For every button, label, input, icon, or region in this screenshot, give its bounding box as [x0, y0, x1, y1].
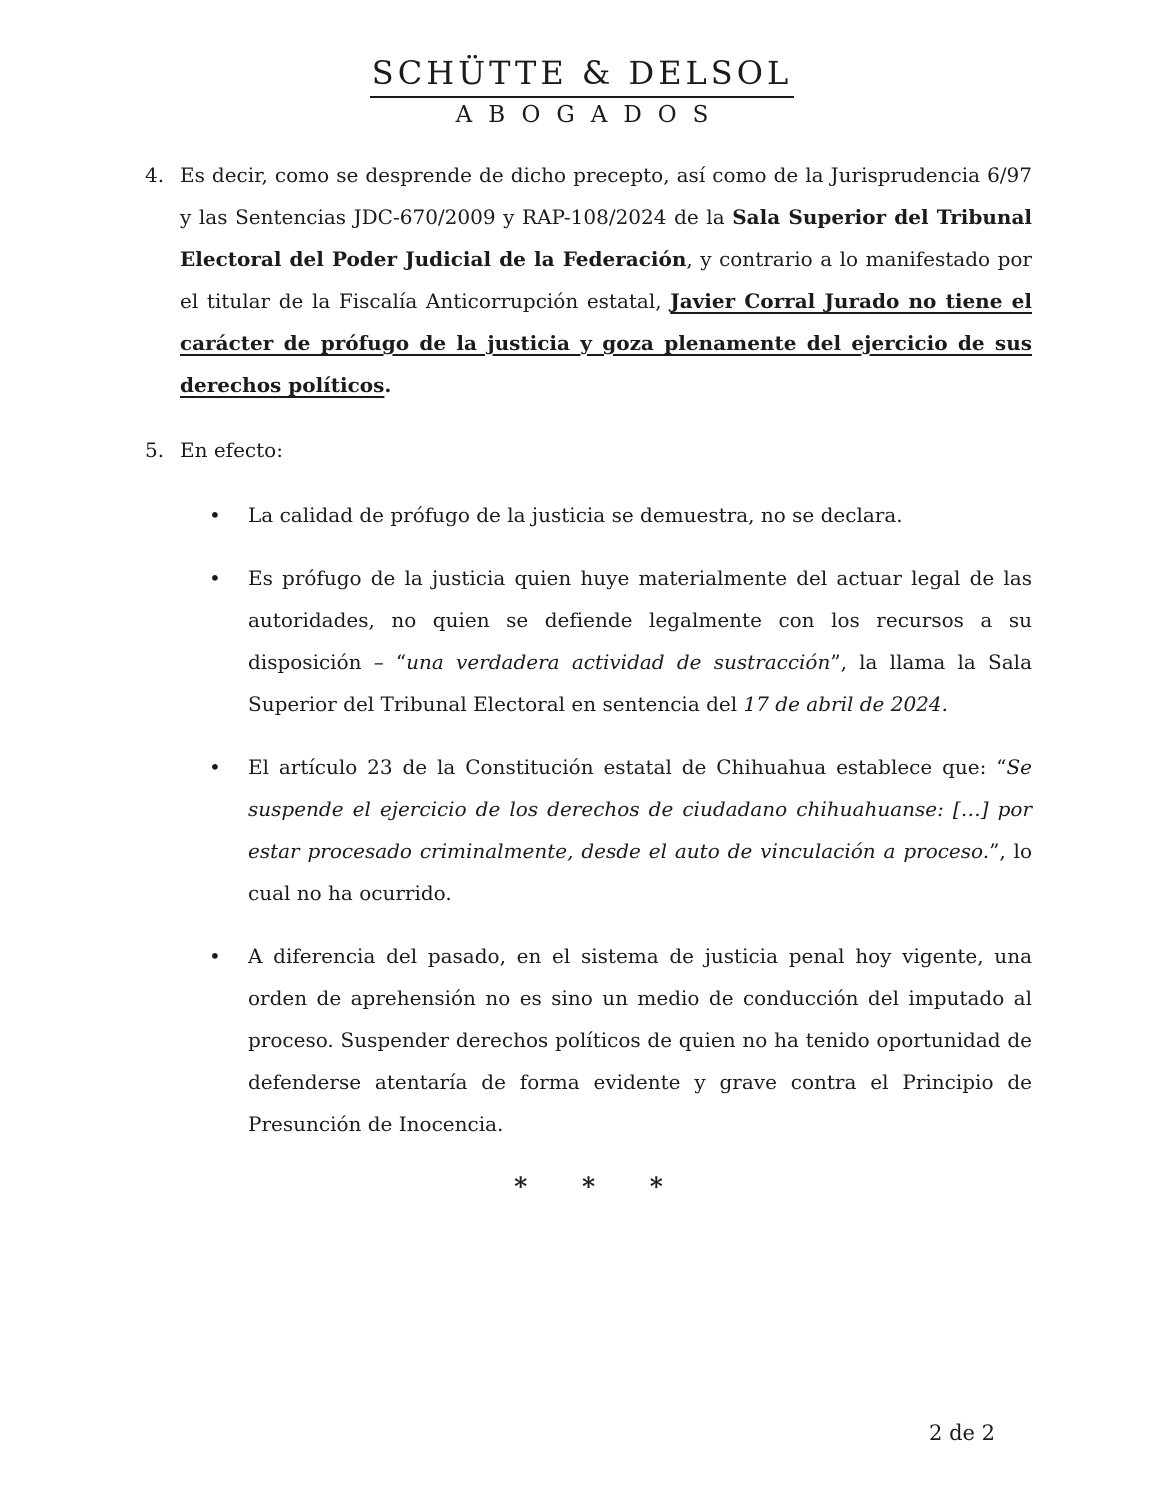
paragraph-text: Es prófugo de la justicia quien huye materialmente del actuar legal de las autoridades, no quien se defiende legalmente con los recursos a su disposición – “una verdadera actividad de sustracción”, la llama la Sala Superior del Tribunal Electoral en sentencia del 17 de abril de 2024.	[248, 565, 1032, 716]
section-separator: * * *	[514, 1171, 663, 1201]
bullet-item	[145, 494, 1032, 536]
item-number: 5.	[145, 437, 165, 462]
numbered-item	[145, 154, 1032, 406]
item-number: 4.	[145, 162, 165, 187]
firm-name: SCHÜTTE & DELSOL	[371, 54, 793, 92]
paragraph-text: El artículo 23 de la Constitución estatal de Chihuahua establece que: “Se suspende el ejercicio de los derechos de ciudadano chihuahuanse: […] por estar procesado criminalmente, desde el auto de vinculación a proceso.”, lo cual no ha ocurrido.	[248, 754, 1032, 905]
paragraph-text: En efecto:	[180, 437, 283, 462]
bullet-item	[145, 746, 1032, 914]
paragraph-text: Es decir, como se desprende de dicho precepto, así como de la Jurisprudencia 6/97 y las Sentencias JDC-670/2009 y RAP-108/2024 de la Sala Superior del Tribunal Electoral del Poder Judicial de la Federación, y contrario a lo manifestado por el titular de la Fiscalía Anticorrupción estatal, Javier Corral Jurado no tiene el carácter de prófugo de la justicia y goza plenamente del ejercicio de sus derechos políticos.	[180, 162, 1032, 397]
document-body	[145, 154, 1032, 1208]
firm-subtitle: ABOGADOS	[455, 102, 725, 129]
bullet-item	[145, 557, 1032, 725]
bullet-marker: •	[209, 502, 221, 527]
firm-name-underline	[370, 56, 794, 98]
bullet-marker: •	[209, 943, 221, 968]
numbered-item	[145, 429, 1032, 471]
paragraph-text: A diferencia del pasado, en el sistema de justicia penal hoy vigente, una orden de aprehensión no es sino un medio de conducción del imputado al proceso. Suspender derechos políticos de quien no ha tenido oportunidad de defenderse atentaría de forma evidente y grave contra el Principio de Presunción de Inocencia.	[248, 943, 1032, 1136]
bullet-marker: •	[209, 565, 221, 590]
letterhead	[0, 56, 1164, 130]
bullet-marker: •	[209, 754, 221, 779]
bullet-item	[145, 935, 1032, 1145]
page-number: 2 de 2	[929, 1420, 995, 1445]
paragraph-text: La calidad de prófugo de la justicia se demuestra, no se declara.	[248, 502, 903, 527]
